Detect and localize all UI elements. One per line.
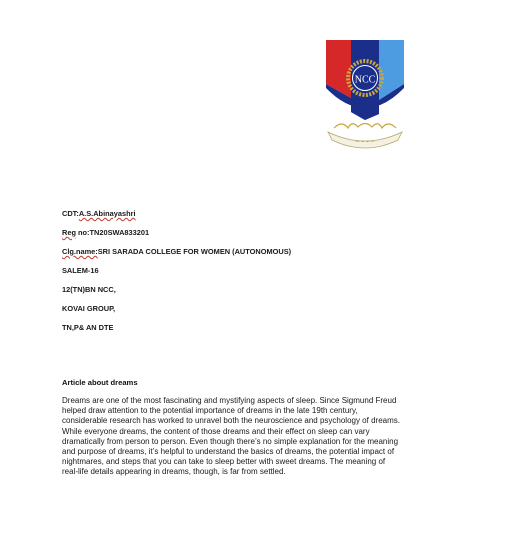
- college-line: [62, 247, 291, 257]
- group-line: KOVAI GROUP,: [62, 304, 116, 313]
- article-line: nightmares, and steps that you can take to sleep better with sweet dreams. The meaning of: [62, 457, 386, 467]
- svg-text:— ~ ~ —: — ~ ~ —: [355, 139, 375, 144]
- article-line: dramatically from person to person. Even though there’s no simple explanation for the meaning: [62, 436, 399, 446]
- logo-emblem-text: NCC: [354, 74, 376, 86]
- reg-number-line: [62, 228, 149, 238]
- article-line: real-life details appearing in dreams, though, is far from settled.: [62, 467, 286, 477]
- battalion-line: 12(TN)BN NCC,: [62, 285, 116, 294]
- article-line: and purpose of dreams, it’s helpful to understand the basics of dreams, the potential impact of: [62, 447, 395, 457]
- article-line: considerable research has worked to unravel both the neuroscience and psychology of dreams.: [62, 416, 400, 426]
- article-line: helped draw attention to the potential importance of dreams in the late 19th century,: [62, 406, 358, 416]
- directorate-line: TN,P& AN DTE: [62, 323, 114, 332]
- article-line: Dreams are one of the most fascinating and mystifying aspects of sleep. Since Sigmund Freud: [62, 396, 397, 405]
- reg-label: Reg: [62, 228, 76, 237]
- article-heading: Article about dreams: [62, 378, 138, 387]
- ncc-emblem-logo: [322, 28, 408, 154]
- college-value: SRI SARADA COLLEGE FOR WOMEN (AUTONOMOUS): [97, 247, 292, 256]
- cadet-label: CDT:: [62, 209, 79, 218]
- reg-value: no:TN20SWA833201: [75, 228, 150, 237]
- city-line: SALEM-16: [62, 266, 99, 275]
- college-label: Clg.name:: [62, 247, 98, 256]
- cadet-name: A.S.Abinayashri: [78, 209, 136, 218]
- article-body: [62, 396, 454, 478]
- article-line: While everyone dreams, the content of those dreams and their effect on sleep can vary: [62, 426, 370, 436]
- cadet-name-line: [62, 209, 136, 219]
